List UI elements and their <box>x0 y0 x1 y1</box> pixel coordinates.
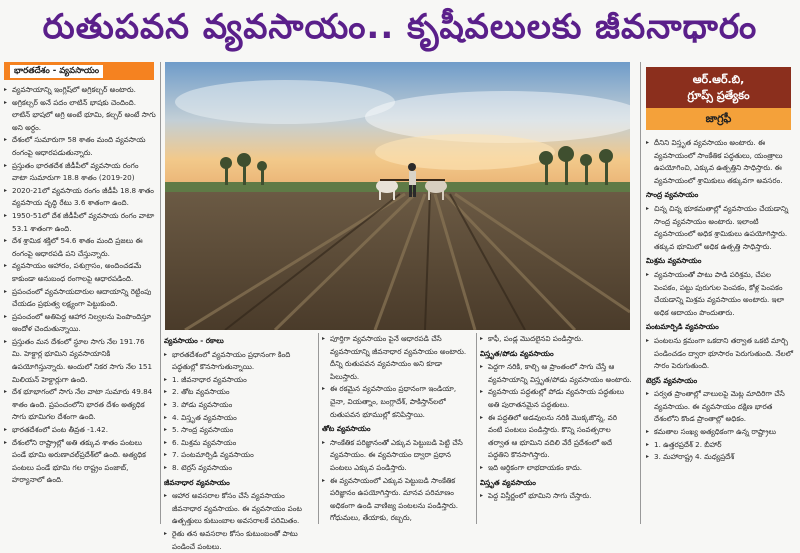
field-illustration <box>165 62 630 330</box>
col2-paragraph: ▸ ఆహార అవసరాల కోసం చేసే వ్యవసాయం జీవనాధార వ్యవసాయం. ఈ వ్యవసాయం పంట ఉత్పత్తులు కుటుంబాల అవసరాలకే పరిమితం. <box>164 490 314 528</box>
col2-paragraph: ▸ 1. జీవనాధార వ్యవసాయం <box>164 374 314 387</box>
col2-heading-subsistence: జీవనాధార వ్యవసాయం <box>164 477 230 487</box>
col3-paragraph: ▸ సాంకేతిక పరిజ్ఞానంతో ఎక్కువ పెట్టుబడి పెట్టి చేసే వ్యవసాయం. ఈ వ్యవసాయం ద్వారా ప్రధాన పంటలు ఎక్కువ పండిస్తారు. <box>322 437 472 475</box>
col1-paragraph: ▸ 1950-51లో దేశ జీడీపీలో వ్యవసాయ రంగం వాటా 53.1 శాతంగా ఉంది. <box>4 210 156 235</box>
column-divider <box>476 333 477 524</box>
col4-paragraph: ▸ పెద్దగా నరికి, కాల్చి ఆ ప్రాంతంలో సాగు చేస్తే ఆ వ్యవసాయాన్ని విస్తృత/పోడు వ్యవసాయం అంటారు. <box>480 361 632 386</box>
col2-paragraph: ▸ 5. సాంద్ర వ్యవసాయం <box>164 424 314 437</box>
col1-paragraph: ▸ దేశంలోని రాష్ట్రాల్లో అతి తక్కువ శాతం పంటలు పండే భూమి అరుణాచల్‌ప్రదేశ్‌లో ఉంది. అత్యధిక పంటలు పండే భూమి గల రాష్ట్రం పంజాబ్, హర్యానాలో ఉంది. <box>4 437 156 487</box>
col4-paragraph: ▸ ఇది ఆర్థికంగా లాభదాయకం కాదు. <box>480 462 632 475</box>
col3-paragraph: ▸ ఈ రకమైన వ్యవసాయం ప్రధానంగా ఇండియా, చైనా, వియత్నాం, బంగ్లాదేశ్, పాకిస్తాన్‌లలో రుతుపవన భూముల్లో కనిపిస్తాయి. <box>322 383 472 421</box>
col1-paragraph: ▸ ప్రపంచంలో అతిపెద్ద ఆహార నిల్వలను పెంపొందిస్తూ ఆందోళ చెందుతున్నాయి. <box>4 311 156 336</box>
section-tag-label: భారతదేశం - వ్యవసాయం <box>10 65 103 78</box>
col5-paragraph: ▸ దీనిని విస్తృత వ్యవసాయం అంటారు. ఈ వ్యవసాయంలో సాంకేతిక పద్ధతులు, యంత్రాలు ఉపయోగించి, ఎక్కువ ఉత్పత్తిని సాధిస్తారు. ఈ వ్యవసాయంలో శ్రామికులు తక్కువగా అవసరం. <box>646 137 796 187</box>
col1-paragraph: ▸ 2020-21లో వ్యవసాయ రంగం జీడీపీ 18.8 శాతం వ్యవసాయ వృద్ధి రేటు 3.6 శాతంగా ఉంది. <box>4 185 156 210</box>
col1-paragraph: ▸ అగ్రికల్చర్ అనే పదం లాటిన్ భాషకు చెందింది. లాటిన్ భాషలో అగ్రి అంటే భూమి, కల్చర్ అంటే సాగు అని అర్థం. <box>4 97 156 135</box>
col3-paragraph: ▸ పూర్తిగా వ్యవసాయం పైనే ఆధారపడి చేసే వ్యవసాయాన్ని జీవనాధార వ్యవసాయం అంటారు. దీన్ని రుతుపవన వ్యవసాయం అని కూడా పిలుస్తారు. <box>322 333 472 383</box>
col3-heading-plantation: తోట వ్యవసాయం <box>322 424 371 434</box>
col4-paragraph: ▸ పెద్ద విస్తీర్ణంలో భూమిని సాగు చేస్తారు. <box>480 490 632 503</box>
col2-paragraph: ▸ 8. టెర్రస్ వ్యవసాయం <box>164 462 314 475</box>
col5-heading-mixed: మిశ్రమ వ్యవసాయం <box>646 256 702 266</box>
col5-paragraph: ▸ 3. మహారాష్ట్ర 4. మధ్యప్రదేశ్ <box>646 451 796 464</box>
column-1 <box>4 84 156 487</box>
col3-paragraph: ▸ ఈ వ్యవసాయంలో ఎక్కువ పెట్టుబడి సాంకేతిక పరిజ్ఞానం ఉపయోగిస్తారు. మానవ పరిమాణం అధికంగా ఉండి వాణిజ్య పంటలను పండిస్తారు. గోధుమలు, తేయాకు, రబ్బరు, <box>322 475 472 525</box>
col5-paragraph: ▸ చిన్న చిన్న భూకమతాల్లో వ్యవసాయం చేయడాన్ని సాంద్ర వ్యవసాయం అంటారు. ఇలాంటి వ్యవసాయంలో అధిక శ్రామికులు ఉపయోగిస్తారు. తక్కువ భూమిలో అధిక ఉత్పత్తి సాధిస్తారు. <box>646 203 796 253</box>
badge-line2: గ్రూప్స్ ప్రత్యేకం <box>687 89 750 102</box>
column-2 <box>164 333 314 553</box>
col4-paragraph: ▸ ఈ పద్ధతిలో అడవులను నరికి మొక్కజొన్న, వరి వంటి పంటలు పండిస్తారు. కొన్ని సంవత్సరాల తర్వాత ఆ భూమిని వదిలి వేరే ప్రదేశంలో అదే పద్ధతిని కొనసాగిస్తారు. <box>480 412 632 462</box>
col2-paragraph: ▸ 6. మిశ్రమ వ్యవసాయం <box>164 437 314 450</box>
col1-paragraph: ▸ వ్యవసాయం ఆహారం, పశుగ్రాసం, అందించడమే కాకుండా అనుబంధ రంగాలపై ఆధారపడింది. <box>4 260 156 285</box>
col2-paragraph: ▸ రైతు తన అవసరాల కోసం కుటుంబంతో పాటు పండించే పంటలు. <box>164 528 314 553</box>
col2-paragraph: ▸ 7. పంటమార్పిడి వ్యవసాయం <box>164 449 314 462</box>
col1-paragraph: ▸ ప్రపంచంలో వ్యవసాయదారుల ఆదాయాన్ని రెట్టింపు చేయడం ప్రభుత్వ లక్ష్యంగా పెట్టుకుంది. <box>4 286 156 311</box>
column-divider <box>160 62 161 524</box>
exam-badge <box>646 67 791 132</box>
col5-paragraph: ▸ కమతాల సంఖ్య అత్యధికంగా ఉన్న రాష్ట్రాలు <box>646 426 796 439</box>
col5-paragraph: ▸ 1. ఉత్తరప్రదేశ్ 2. బీహార్ <box>646 439 796 452</box>
column-4 <box>480 333 632 503</box>
col2-heading-types: వ్యవసాయం - రకాలు <box>164 336 224 345</box>
col1-paragraph: ▸ ప్రస్తుతం మన దేశంలో స్థూల సాగు నేల 191.76 మి. హెక్టార్ల భూమిని వ్యవసాయానికి ఉపయోగిస్తున్నారు. అందులో నికర సాగు నేల 151 మిలియన్ హెక్టార్లుగా ఉంది. <box>4 336 156 386</box>
column-divider <box>318 333 319 524</box>
col1-paragraph: ▸ భారతదేశంలో పంట తీవ్రత -1.42. <box>4 424 156 437</box>
column-5 <box>646 137 796 464</box>
col4-paragraph: ▸ వ్యవసాయ పద్ధతుల్లో పోడు వ్యవసాయ పద్ధతులు అతి పురాతనమైన పద్ధతులు. <box>480 386 632 411</box>
col4-paragraph: ▸ కాఫీ, పండ్ల మొదలైనవి పండిస్తారు. <box>480 333 632 346</box>
page-headline: రుతుపవన వ్యవసాయం.. కృషీవలులకు జీవనాధారం <box>42 7 758 47</box>
col4-heading-extensive: విస్తృత వ్యవసాయం <box>480 477 536 487</box>
col1-paragraph: ▸ వ్యవసాయాన్ని ఇంగ్లిష్‌లో అగ్రికల్చర్ అంటారు. <box>4 84 156 97</box>
badge-subject: జాగ్రఫీ <box>646 108 791 130</box>
col1-paragraph: ▸ దేశ శ్రామిక శక్తిలో 54.6 శాతం మంది ప్రజలు ఈ రంగంపై ఆధారపడి పని చేస్తున్నారు. <box>4 235 156 260</box>
section-tag <box>4 62 154 80</box>
col2-paragraph: ▸ భారతదేశంలో వ్యవసాయం ప్రధానంగా కింది పద్ధతుల్లో కొనసాగుతున్నాయి. <box>164 349 314 374</box>
col5-heading-intensive: సాంద్ర వ్యవసాయం <box>646 190 699 200</box>
col2-paragraph: ▸ 4. విస్తృత వ్యవసాయం <box>164 412 314 425</box>
col5-paragraph: ▸ పర్వత ప్రాంతాల్లో వాలులపై మెట్ల మాదిరిగా చేసే వ్యవసాయం. ఈ వ్యవసాయం దక్షిణ భారత దేశంలోని కొండ ప్రాంతాల్లో అధికం. <box>646 388 796 426</box>
col2-paragraph: ▸ 3. పోడు వ్యవసాయం <box>164 399 314 412</box>
col2-paragraph: ▸ 2. తోట వ్యవసాయం <box>164 386 314 399</box>
col1-paragraph: ▸ ప్రస్తుతం భారతదేశ జీడీపీలో వ్యవసాయ రంగం వాటా సుమారుగా 18.8 శాతం (2019-20) <box>4 160 156 185</box>
col1-paragraph: ▸ దేశ భూభాగంలో సాగు నేల వాటా సుమారు 49.84 శాతం ఉంది. ప్రపంచంలోని భారత దేశం అత్యధిక సాగు భూమిగల దేశంగా ఉంది. <box>4 386 156 424</box>
col5-heading-rotation: పంటమార్పిడి వ్యవసాయం <box>646 322 719 332</box>
badge-line1: ఆర్.ఆర్.బి, <box>692 73 745 86</box>
column-divider <box>640 62 641 524</box>
col5-heading-terrace: టెర్రస్ వ్యవసాయం <box>646 375 698 385</box>
col4-heading-shifting: విస్తృత/పోడు వ్యవసాయం <box>480 348 554 358</box>
badge-exam-label <box>646 67 791 108</box>
farmer-ploughing-photo <box>165 62 630 330</box>
col5-paragraph: ▸ పంటలను క్రమంగా ఒకదాని తర్వాత ఒకటి మార్చి పండించడం ద్వారా భూసారం పెరుగుతుంది. నేలలో సారం పెరుగుతుంది. <box>646 335 796 373</box>
column-3 <box>322 333 472 525</box>
col5-paragraph: ▸ వ్యవసాయంతో పాటు పాడి పరిశ్రమ, చేపల పెంపకం, పట్టు పురుగుల పెంపకం, కోళ్ల పెంపకం చేయడాన్ని మిశ్రమ వ్యవసాయం అంటారు. ఇలా అధిక ఆదాయం పొందుతారు. <box>646 269 796 319</box>
col1-paragraph: ▸ దేశంలో సుమారుగా 58 శాతం మంది వ్యవసాయ రంగంపై ఆధారపడుతున్నారు. <box>4 134 156 159</box>
